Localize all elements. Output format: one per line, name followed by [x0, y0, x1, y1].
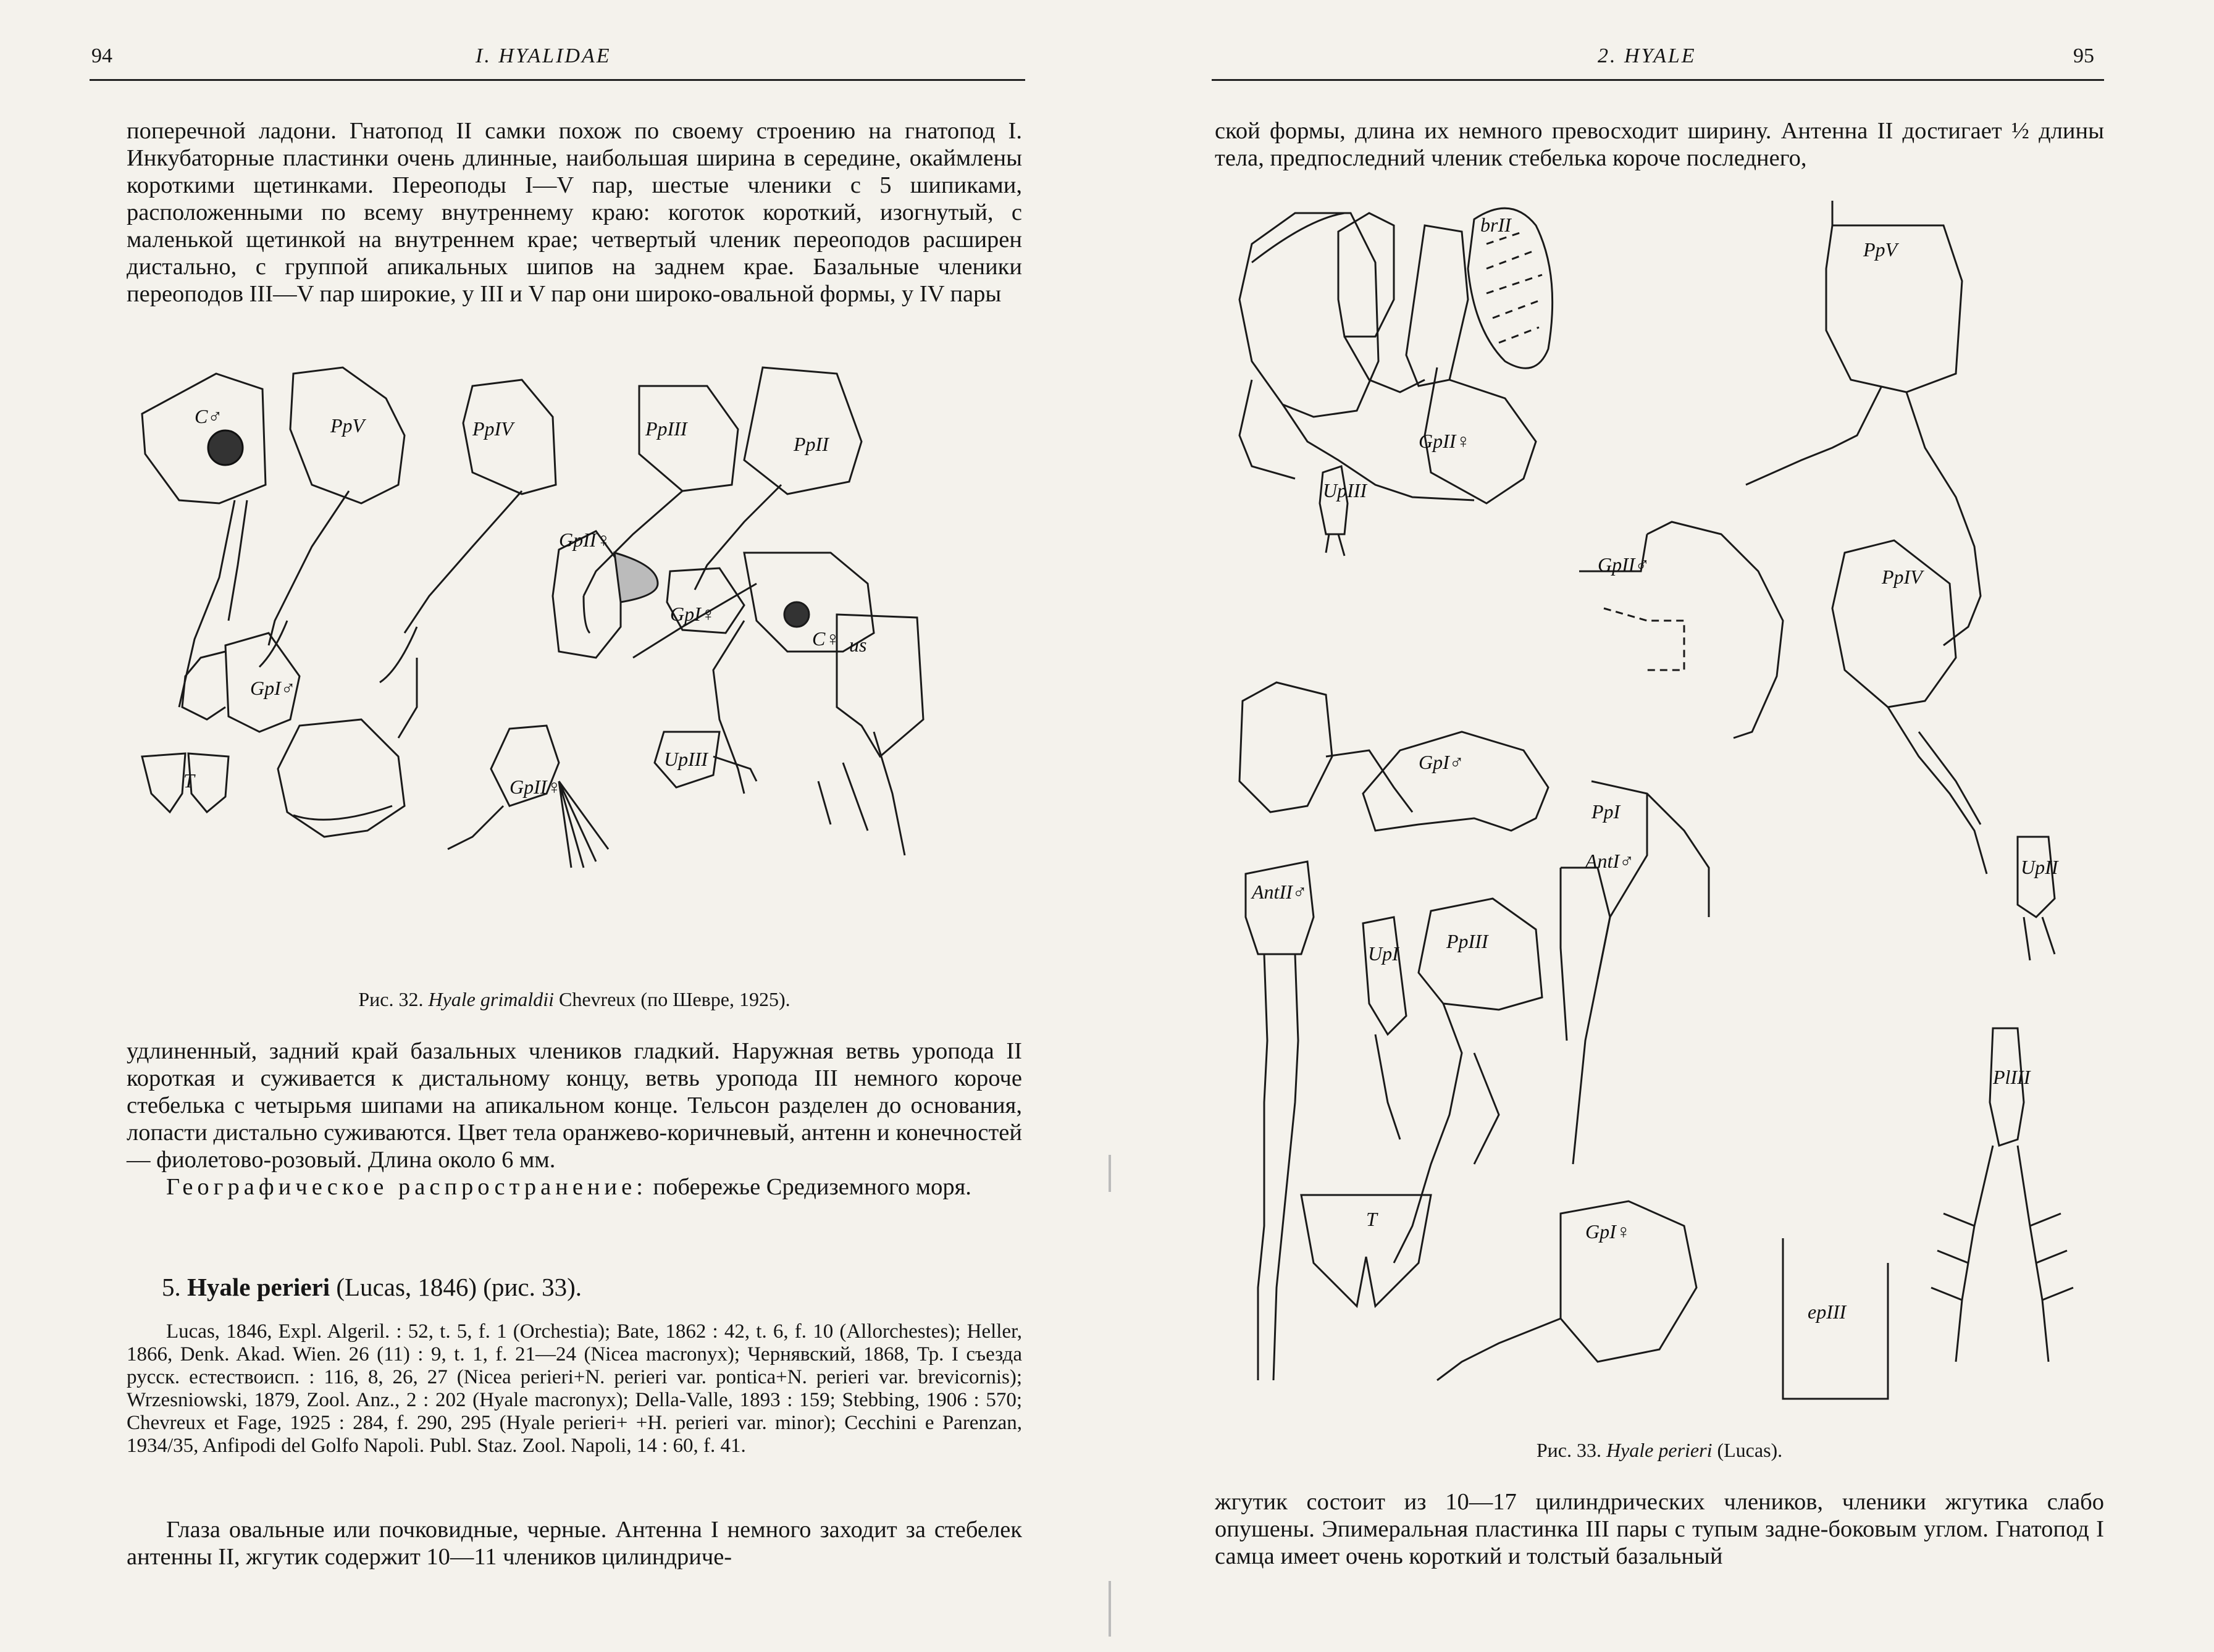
page-number-left: 94: [91, 44, 112, 67]
fig33-label-plIII: PlIII: [1993, 1066, 2031, 1088]
gpI-male-outline: [1239, 682, 1332, 812]
fig32-label-c-female: C♀: [812, 627, 841, 650]
fig32-label-ppV: PpV: [330, 414, 365, 437]
fig33-label-ppIV: PpIV: [1882, 566, 1923, 588]
fig32-label-gpII-female2: GpII♀: [509, 776, 562, 798]
fig32-label-ppIV: PpIV: [472, 417, 513, 440]
eye-female: [784, 602, 809, 627]
fig32-label-t: T: [183, 769, 195, 792]
head-male-outline: [142, 374, 266, 503]
fig32-label-c-male: C♂: [195, 405, 223, 427]
fig32-label-us: us: [849, 634, 867, 656]
fig33-label-ppIII: PpIII: [1446, 930, 1488, 952]
header-rule-right: [1212, 79, 2104, 81]
antI-male-outline: [1561, 868, 1610, 1164]
fig33-label-antI-male: AntI♂: [1585, 850, 1635, 872]
species-name: Hyale perieri: [187, 1273, 330, 1301]
fig33-label-ppI: PpI: [1591, 800, 1621, 823]
right-paragraph-1: ской формы, длина их немного превосходит ширину. Антенна II достигает ½ длины тела, предпоследний членик стебелька короче последнего,: [1215, 118, 2104, 171]
fig32-label-gpI-female: GpI♀: [670, 603, 716, 625]
fig33-label-upII: UpII: [2021, 856, 2058, 878]
fig33-label-upI: UpI: [1368, 942, 1399, 965]
fig32-label-upIII: UpIII: [664, 748, 708, 770]
right-page: [1107, 0, 2214, 1652]
fig32-label-ppIII: PpIII: [645, 417, 687, 440]
fig32-label-ppII: PpII: [794, 433, 829, 455]
fig33-label-upIII: UpIII: [1323, 479, 1367, 501]
geo-label: Географическое распространение:: [166, 1174, 647, 1200]
gpII-female-hand: [1406, 225, 1468, 386]
ppII-outline: [744, 367, 862, 494]
left-paragraph-3: Глаза овальные или почковидные, черные. Антенна I немного заходит за стебелек антенны II, жгутик содержит 10—11 члеников цилиндриче-: [127, 1517, 1022, 1570]
page-number-right: 95: [2073, 44, 2094, 67]
figure-32: [127, 361, 1022, 970]
figure-33-caption: Рис. 33. Hyale perieri (Lucas).: [1536, 1439, 1783, 1461]
fig32-label-gpI-male: GpI♂: [250, 677, 296, 699]
antII-male-outline: [1246, 862, 1314, 954]
fig33-label-gpI-female: GpI♀: [1585, 1220, 1631, 1243]
header-rule-left: [90, 79, 1025, 81]
right-paragraph-2: жгутик состоит из 10—17 цилиндрических члеников, членики жгутика слабо опушены. Эпимеральная пластинка III пары с тупым задне-боковым углом. Гнатопод I самца имеет очень короткий и толстый базальный: [1215, 1489, 2104, 1569]
figure-33-drawing: [1215, 176, 2104, 1411]
telson-left-lobe: [142, 753, 185, 812]
oostegite: [614, 553, 658, 602]
fig33-label-gpII-female: GpII♀: [1419, 430, 1471, 452]
gpII-male-centre: [1647, 522, 1783, 738]
fig33-label-epIII: epIII: [1808, 1301, 1847, 1323]
running-title-left: I. HYALIDAE: [476, 44, 611, 67]
figure-32-caption: Рис. 32. Hyale grimaldii Chevreux (по Шевре, 1925).: [358, 988, 790, 1010]
figure-32-drawing: [127, 361, 1022, 970]
fig33-label-t: T: [1366, 1208, 1377, 1230]
species-heading: 5. Hyale perieri (Lucas, 1846) (рис. 33).: [162, 1273, 582, 1301]
fig33-label-ppV: PpV: [1863, 238, 1898, 261]
fig33-label-gpII-male: GpII♂: [1598, 553, 1650, 576]
fig32-label-gpII-female: GpII♀: [559, 529, 611, 551]
running-title-right: 2. HYALE: [1598, 44, 1696, 67]
figure-33: [1215, 176, 2104, 1411]
fig33-label-brII: brII: [1480, 214, 1511, 236]
fig33-label-antII-male: AntII♂: [1252, 881, 1307, 903]
left-paragraph-1: поперечной ладони. Гнатопод II самки похож по своему строению на гнатопод I. Инкубаторные пластинки очень длинные, наибольшая ширина в середине, окаймлены короткими щетинками. Переоподы I—V пар, шестые членики с 5 шипиками, расположенными по всему внутреннему краю: коготок короткий, изогнутый, с маленькой щетинкой на внутреннем крае; четвертый членик переоподов расширен дистально, с группой апикальных шипов на заднем крае. Базальные членики переоподов III—V пар широкие, у III и V пар они широко-овальной формы, у IV пары: [127, 118, 1022, 307]
eye-male: [208, 430, 243, 465]
ppIII-outline: [1419, 899, 1542, 1010]
gpII-male-claw: [1239, 213, 1378, 417]
fig33-label-gpI-male: GpI♂: [1419, 751, 1464, 773]
left-paragraph-2: удлиненный, задний край базальных члеников гладкий. Наружная ветвь уропода II короткая и суживается к дистальному концу, ветвь уропода III немного короче стебелька с четырьмя шипами на апикальном конце. Тельсон разделен до основания, лопасти дистально суживаются. Цвет тела оранжево-коричневый, антенн и конечностей — фиолетово-розовый. Длина около 6 мм. Географическое распространение: побережье Средиземного моря.: [127, 1038, 1022, 1200]
upI-outline: [1363, 917, 1406, 1034]
bibliography: Lucas, 1846, Expl. Algeril. : 52, t. 5, f. 1 (Orchestia); Bate, 1862 : 42, t. 6, f. 10 (Allorchestes); Heller, 1866, Denk. Akad. Wien. 26 (11) : 9, t. 1, f. 21—24 (Nicea macronyx); Чернявский, 1868, Тр. I съезда русск. естествоисп. : 116, 8, 26, 27 (Nicea perieri+N. perieri var. pontica+N. perieri var. brevicornis); Wrzesniowski, 1879, Zool. Anz., 2 : 202 (Hyale macronyx); Della-Valle, 1893 : 159; Stebbing, 1906 : 570; Chevreux et Fage, 1925 : 284, f. 290, 295 (Hyale perieri+ +H. perieri var. minor); Cecchini e Parenzan, 1934/35, Anfipodi del Golfo Napoli. Publ. Staz. Zool. Napoli, 14 : 60, f. 41.: [127, 1320, 1022, 1457]
